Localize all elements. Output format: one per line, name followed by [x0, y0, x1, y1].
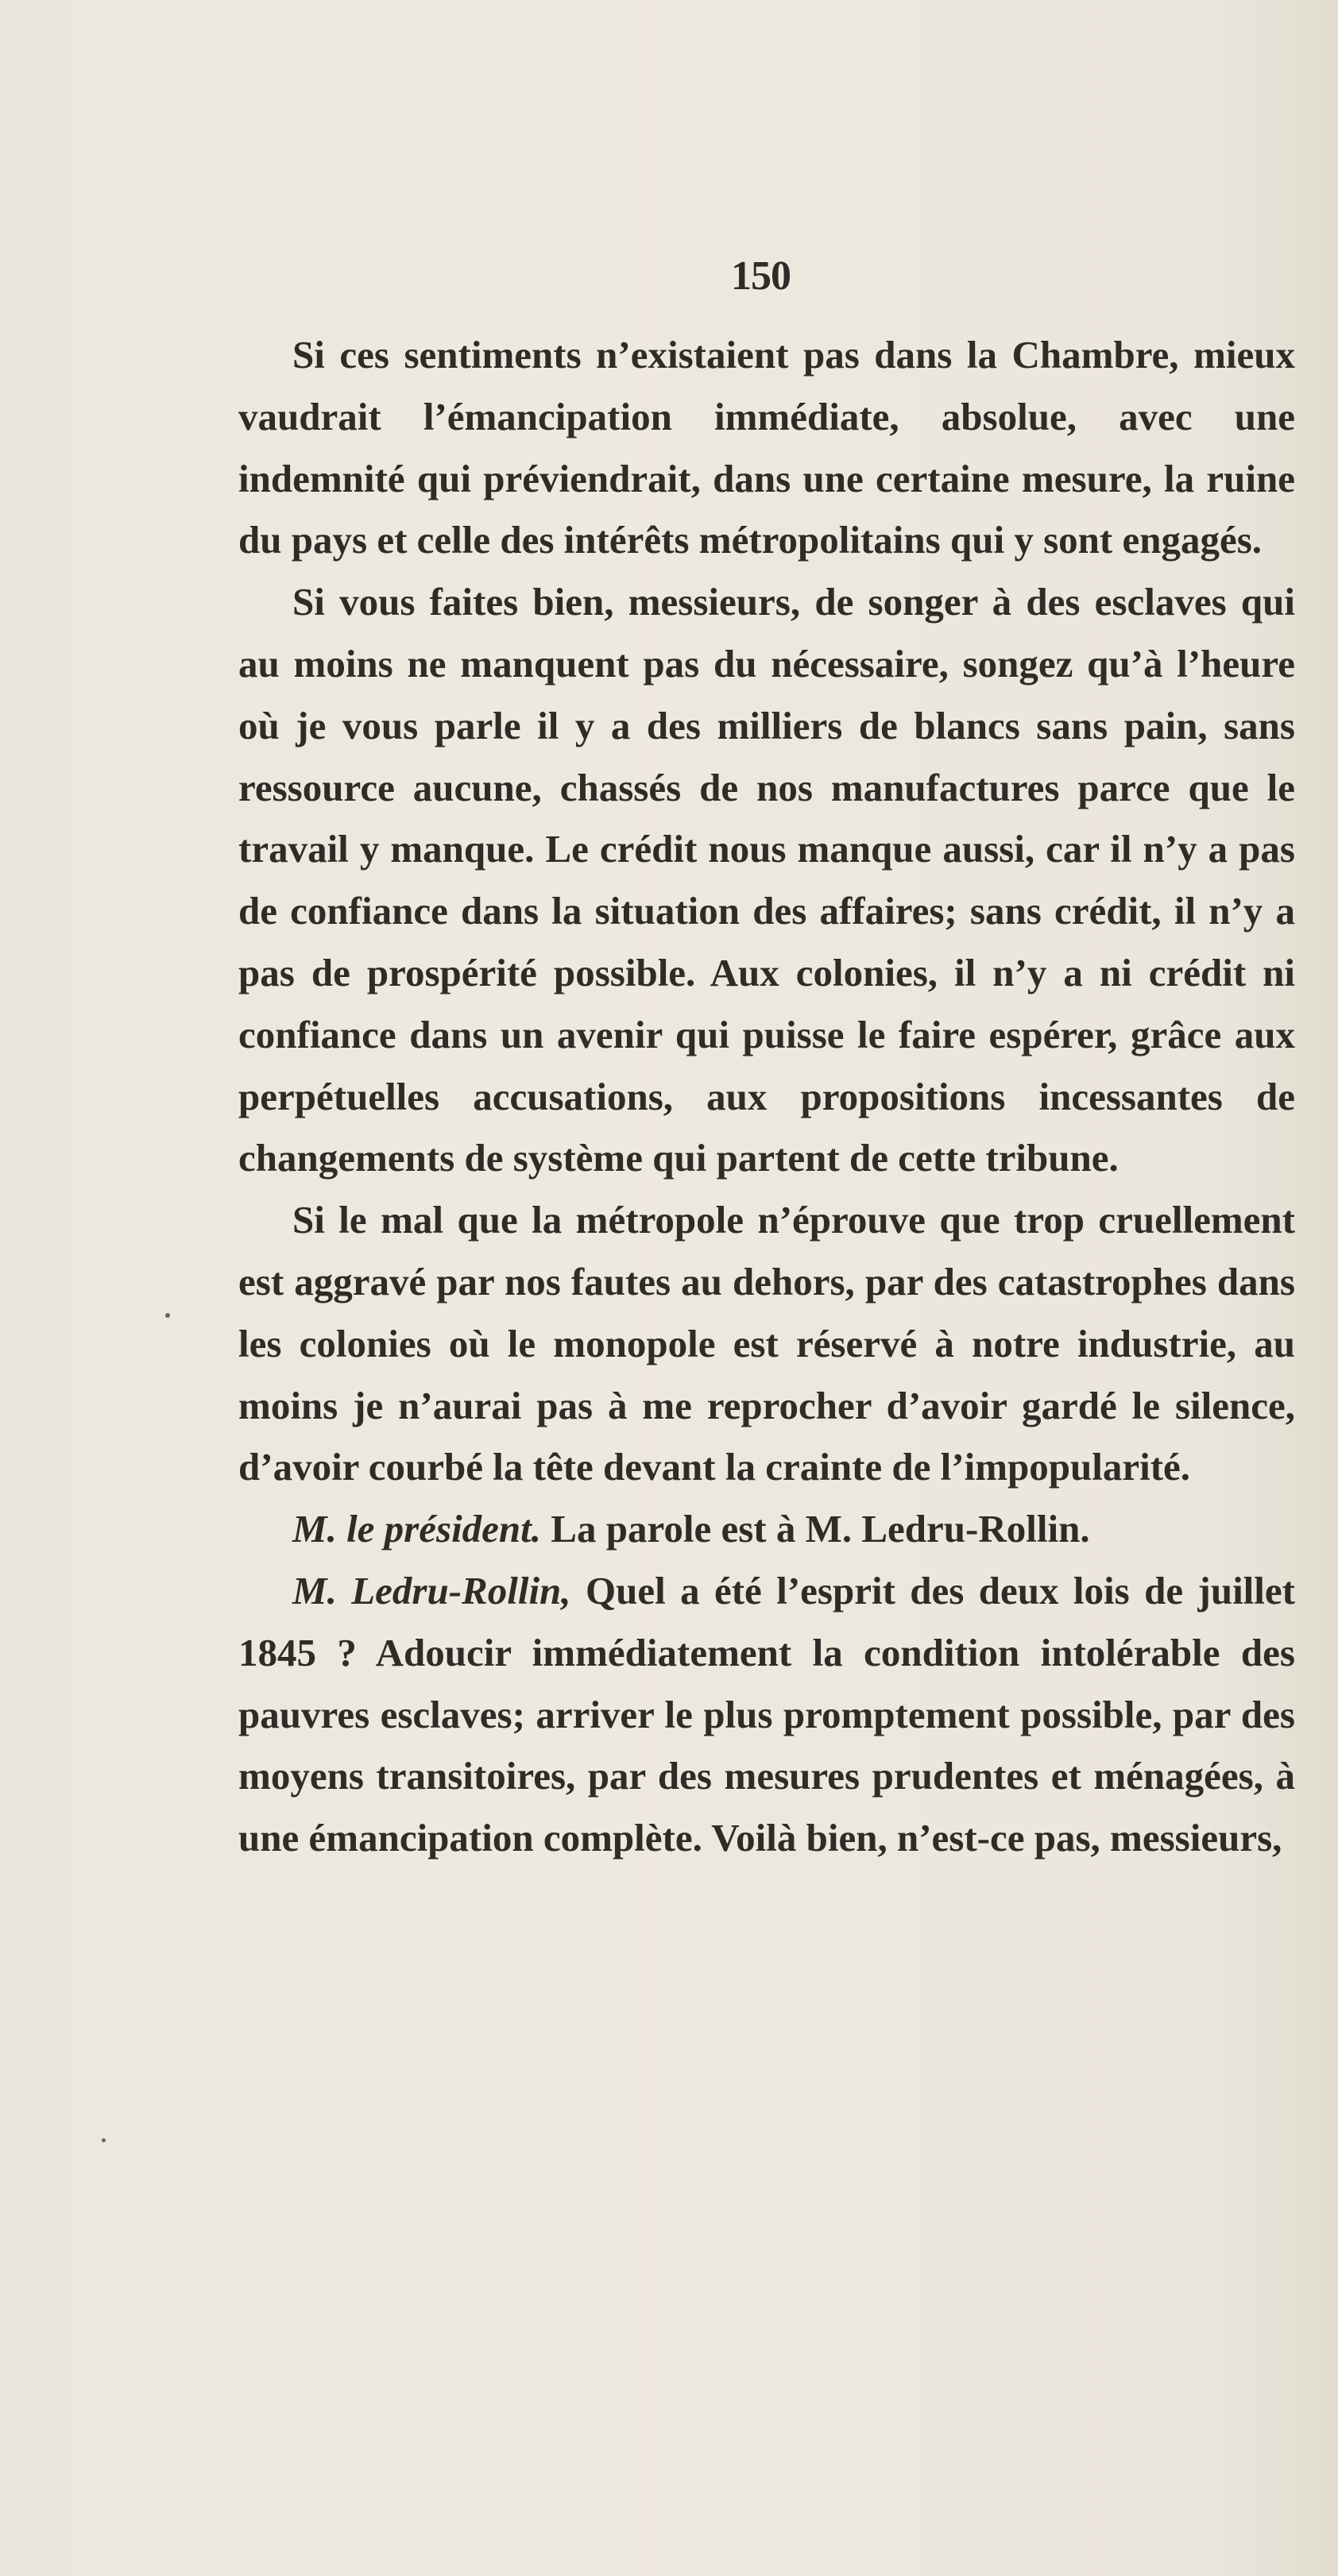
speech-president — [238, 1498, 1295, 1560]
paper-speck — [102, 2138, 106, 2142]
body-text — [238, 324, 1295, 1869]
paragraph-3: Si le mal que la métropole n’éprouve que trop cruellement est aggravé par nos fautes au dehors, par des catastrophes dans les colonies où le monopole est réservé à notre industrie, au moins je n’aurai pas à me reprocher d’avoir gardé le silence, d’avoir courbé la tête devant la crainte de l’impopularité. — [238, 1198, 1295, 1489]
speech-text: La parole est à M. Ledru-Rollin. — [541, 1507, 1090, 1551]
speaker-name: M. Ledru-Rollin, — [292, 1568, 571, 1612]
speech-text: Quel a été l’esprit des deux lois de juillet 1845 ? Adoucir immédiatement la condition intolérable des pauvres esclaves; arriver le plus promptement possible, par des moyens transitoires, par des mesures prudentes et ménagées, à une émancipation complète. Voilà bien, n’est-ce pas, messieurs, — [238, 1568, 1295, 1860]
paragraph-2: Si vous faites bien, messieurs, de songer à des esclaves qui au moins ne manquent pas du nécessaire, songez qu’à l’heure où je vous parle il y a des milliers de blancs sans pain, sans ressource aucune, chassés de nos manufactures parce que le travail y manque. Le crédit nous manque aussi, car il n’y a pas de confiance dans la situation des affaires; sans crédit, il n’y a pas de prospérité possible. Aux colonies, il n’y a ni crédit ni confiance dans un avenir qui puisse le faire espérer, grâce aux perpétuelles accusations, aux propositions incessantes de changements de système qui partent de cette tribune. — [238, 580, 1295, 1180]
paragraph-1: Si ces sentiments n’existaient pas dans la Chambre, mieux vaudrait l’émancipation immédiate, absolue, avec une indemnité qui préviendrait, dans une certaine mesure, la ruine du pays et celle des intérêts métropolitains qui y sont engagés. — [238, 333, 1295, 562]
speaker-name: M. le président. — [292, 1507, 542, 1551]
paper-speck — [165, 1313, 170, 1318]
page-number: 150 — [731, 253, 791, 299]
speech-ledru-rollin — [238, 1560, 1295, 1869]
